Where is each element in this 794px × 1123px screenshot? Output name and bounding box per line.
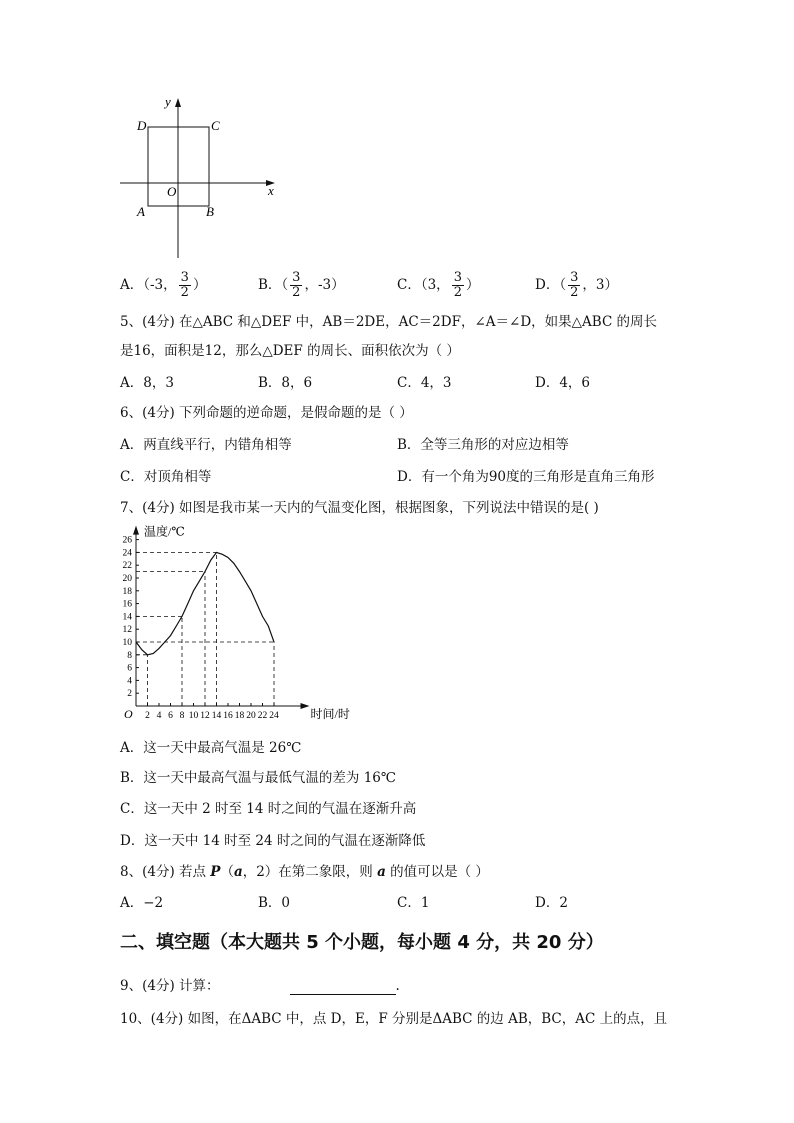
frac-den: 2 [180,285,189,300]
q4-option-b-pre: （ [281,277,289,293]
q5-option-b: B．8，6 [258,375,313,391]
q4-option-c-label: C． [397,277,421,293]
x-tick-label: 10 [188,711,199,721]
q5-option-a: A．8，3 [120,375,174,391]
y-axis-label: 温度/℃ [144,524,185,539]
x-tick-label: 2 [145,711,150,721]
q4-option-a-label: A． [120,277,144,293]
q4-option-d-label: D． [535,277,560,293]
q8-option-d: D．2 [535,895,568,911]
vertex-label-d: D [137,118,147,133]
q10-stem: 10、(4分) 如图，在ΔABC 中，点 D，E，F 分别是ΔABC 的边 AB，BC，AC 上的点，且 [120,1011,668,1027]
q4-option-d [535,271,618,300]
q4-option-c [397,271,479,300]
frac-den: 2 [570,285,579,300]
q6-option-c: C．对顶角相等 [120,469,212,485]
y-tick-label: 14 [122,612,132,623]
q4-option-a-fraction [179,271,191,300]
x-tick-label: 24 [269,711,279,721]
q8-option-c: C．1 [397,895,430,911]
y-tick-label: 26 [122,535,132,546]
q4-option-a-pre: （-3， [143,277,177,293]
x-tick-label: 14 [211,711,222,721]
q8-option-b: B．0 [258,895,291,911]
y-tick-label: 6 [127,663,132,674]
y-axis-arrow-icon [175,98,181,107]
frac-num: 3 [292,270,301,285]
q6-stem: 6、(4分) 下列命题的逆命题，是假命题的是（ ） [120,405,413,421]
q4-option-c-post: ） [465,277,480,293]
q8-var-a-2: a [377,864,386,880]
frac-den: 2 [453,285,462,300]
x-tick-label: 22 [257,711,268,721]
q5-option-d: D．4，6 [535,375,591,391]
q4-option-a [120,271,206,300]
q8-option-a: A．−2 [120,895,164,911]
q7-option-b: B．这一天中最高气温与最低气温的差为 16℃ [120,770,396,786]
q6-option-d: D．有一个角为90度的三角形是直角三角形 [397,469,655,485]
vertex-label-b: B [206,204,214,219]
frac-num: 3 [453,270,462,285]
y-tick-label: 10 [122,638,132,648]
y-tick-label: 20 [122,574,132,584]
q8-point-p: P [210,864,221,880]
q4-option-d-post: ，3） [582,277,618,293]
q5-option-c: C．4，3 [397,375,452,391]
q4-option-d-fraction [568,271,580,300]
origin-label: O [167,184,177,199]
q4-option-d-pre: （ [559,277,567,293]
q6-option-a: A．两直线平行，内错角相等 [120,437,292,453]
q8-paren: （ [220,864,234,880]
q4-option-a-post: ） [192,277,207,293]
q8-var-a: a [233,864,243,880]
y-axis-label: y [165,94,171,109]
temperature-chart [112,520,362,725]
q7-option-d: D．这一天中 14 时至 24 时之间的气温在逐渐降低 [120,833,426,849]
q4-option-c-pre: （3， [420,277,450,293]
y-axis-arrow-icon [133,526,139,535]
coordinate-figure [110,90,290,265]
y-tick-label: 16 [122,599,132,610]
q9-answer-blank[interactable] [290,980,396,995]
x-tick-label: 18 [234,711,245,721]
frac-num: 3 [570,270,579,285]
q8-stem-mid: ，2）在第二象限，则 [242,864,378,880]
q4-option-b-label: B． [258,277,282,293]
y-tick-label: 8 [127,650,132,661]
y-tick-label: 18 [122,586,132,597]
section-2-heading: 二、填空题（本大题共 5 个小题，每小题 4 分，共 20 分） [120,932,604,953]
q4-option-b-fraction [290,271,302,300]
y-tick-label: 22 [122,561,132,572]
vertex-label-c: C [211,118,220,133]
x-tick-label: 6 [168,711,173,721]
q5-stem-line2: 是16，面积是12，那么△DEF 的周长、面积依次为（ ） [120,343,460,359]
x-axis-label: 时间/时 [310,707,350,721]
x-tick-label: 20 [246,711,256,721]
q8-stem-post: 的值可以是（ ） [385,864,489,880]
q9-period: . [395,978,400,994]
q4-option-b-post: ，-3） [304,277,345,293]
q7-option-a: A．这一天中最高气温是 26℃ [120,740,302,756]
q9-stem-text: 9、(4分) 计算： [120,978,220,994]
frac-num: 3 [180,270,189,285]
frac-den: 2 [292,285,301,300]
y-tick-label: 2 [127,689,132,700]
q5-stem-line1: 5、(4分) 在△ABC 和△DEF 中，AB＝2DE，AC＝2DF，∠A＝∠D，如果△ABC 的周长 [120,314,658,330]
q7-stem: 7、(4分) 如图是我市某一天内的气温变化图，根据图象，下列说法中错误的是( ) [120,500,599,516]
q8-stem-pre: 8、(4分) 若点 [120,864,211,880]
y-tick-label: 4 [127,676,132,687]
q7-option-c: C．这一天中 2 时至 14 时之间的气温在逐渐升高 [120,801,417,817]
q8-stem [120,863,489,881]
x-tick-label: 16 [223,711,233,721]
x-tick-label: 12 [200,711,210,721]
y-tick-label: 24 [122,548,132,559]
q4-option-c-fraction [452,271,464,300]
vertex-label-a: A [137,204,145,219]
origin-label: O [124,707,133,721]
x-axis-arrow-icon [301,703,310,709]
y-tick-label: 12 [122,625,132,636]
q6-option-b: B．全等三角形的对应边相等 [397,437,569,453]
x-tick-label: 4 [156,711,162,721]
q9-stem [120,977,400,995]
q4-option-b [258,271,345,300]
x-axis-label: x [268,183,274,198]
x-tick-label: 8 [179,711,185,721]
